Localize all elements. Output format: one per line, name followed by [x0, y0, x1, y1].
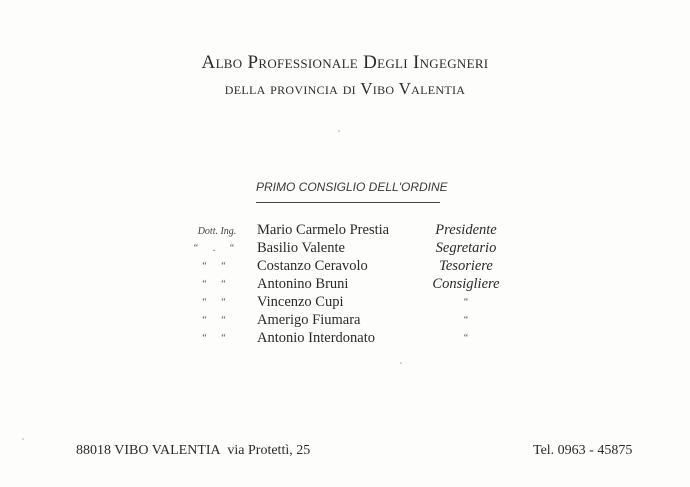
- header-title-line1: Albo Professionale Degli Ingegneri: [201, 52, 489, 73]
- paper-speck: [338, 130, 340, 132]
- footer-street: via Protettì, 25: [227, 443, 311, 458]
- member-role: Segretario: [435, 240, 497, 256]
- member-name: Antonino Bruni: [257, 276, 349, 292]
- member-name: Costanzo Ceravolo: [257, 258, 368, 274]
- members-list: [0, 222, 690, 348]
- member-title: Dott. Ing.: [197, 226, 237, 237]
- member-row: [0, 294, 690, 312]
- member-name: Mario Carmelo Prestia: [257, 222, 390, 238]
- header-title-line2: della provincia di Vibo Valentia: [224, 79, 466, 98]
- paper-speck: [400, 362, 402, 364]
- paper-speck: [22, 438, 24, 440]
- footer-address: [76, 443, 310, 459]
- member-name: Antonio Interdonato: [257, 330, 375, 346]
- member-title-ditto: “ “: [202, 279, 232, 290]
- member-row: [0, 222, 690, 240]
- member-title-ditto: “ “: [202, 315, 232, 326]
- member-name: Vincenzo Cupi: [257, 294, 344, 310]
- member-row: [0, 240, 690, 258]
- member-name: Basilio Valente: [257, 240, 345, 256]
- member-role-ditto: “: [463, 297, 469, 308]
- member-role: Presidente: [435, 222, 497, 238]
- member-row: [0, 276, 690, 294]
- member-row: [0, 258, 690, 276]
- council-heading: PRIMO CONSIGLIO DELL'ORDINE: [256, 180, 448, 194]
- footer-phone: Tel. 0963 - 45875: [533, 443, 633, 458]
- member-title-ditto: “ “: [202, 261, 232, 272]
- member-role-ditto: “: [463, 315, 469, 326]
- member-row: [0, 330, 690, 348]
- member-title-ditto: “ “: [202, 297, 232, 308]
- footer-postal-city: 88018 VIBO VALENTIA: [76, 443, 220, 458]
- heading-underline: [256, 202, 440, 203]
- member-row: [0, 312, 690, 330]
- member-role-ditto: “: [463, 333, 469, 344]
- member-role: Consigliere: [432, 276, 500, 292]
- member-role: Tesoriere: [439, 258, 493, 274]
- member-name: Amerigo Fiumara: [257, 312, 361, 328]
- member-title-ditto: “ . “: [193, 243, 241, 254]
- member-title-ditto: “ “: [202, 333, 232, 344]
